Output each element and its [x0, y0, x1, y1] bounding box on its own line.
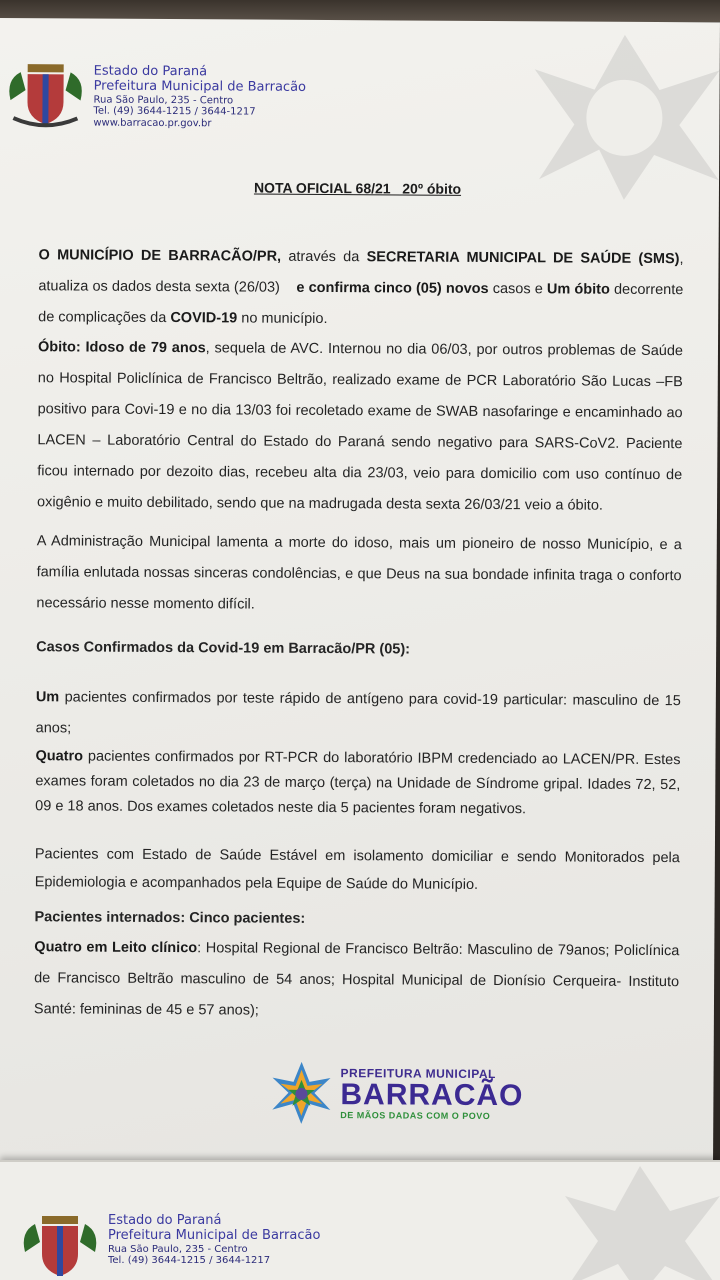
intro-municipality: O MUNICÍPIO DE BARRACÃO/PR,: [38, 247, 282, 265]
state-name: Estado do Paraná: [93, 63, 208, 80]
case-count: Quatro: [35, 748, 84, 765]
document-page: [0, 18, 720, 1187]
phone: Tel. (49) 3644-1215 / 3644-1217: [93, 105, 256, 118]
letterhead: [5, 60, 306, 132]
paragraph-monitoring: Pacientes com Estado de Saúde Estável em isolamento domiciliar e sendo Monitorados pela Epidemiologia e acompanhados pela Equipe de Saúde do Município.: [34, 846, 680, 893]
case-item: [36, 682, 681, 748]
website: www.barracao.pr.gov.br: [93, 117, 212, 130]
letterhead-page-2: [20, 1212, 320, 1280]
state-name: Estado do Paraná: [108, 1213, 222, 1228]
intro-death: Um óbito: [546, 281, 610, 298]
footer-logo: [268, 1060, 523, 1128]
barracao-star-logo-icon: [268, 1060, 334, 1126]
case-count: Um: [35, 689, 60, 706]
death-label: Óbito: Idoso de 79 anos: [37, 339, 206, 357]
intro-text: através da: [281, 248, 367, 266]
internados-heading: Pacientes internados: Cinco pacientes:: [34, 909, 306, 927]
address: Rua São Paulo, 235 - Centro: [93, 94, 234, 107]
watermark-star-icon: [529, 29, 720, 200]
hospitalized-text: : Hospital Regional de Francisco Beltrão: Masculino de 79anos; Policlínica de Francisco Beltrão masculino de 54 anos; Hospital Municipal de Dionísio Cerqueira- Instituto Santé: femininas de 45 e 57 anos);: [33, 940, 680, 1019]
intro-text: , atualiza os dados desta sexta (26/03): [38, 251, 688, 296]
prefecture-name: Prefeitura Municipal de Barracão: [93, 78, 307, 95]
cases-heading: Casos Confirmados da Covid-19 em Barracão/PR (05):: [36, 639, 411, 658]
intro-covid: COVID-19: [170, 310, 238, 327]
paragraph-condolences: A Administração Municipal lamenta a morte do idoso, mais um pioneiro de nosso Município, e a família enlutada nossas sinceras condolências, e que Deus na sua bondade infinita traga o conforto necessário nesse momento difícil.: [36, 533, 682, 613]
paragraph-intro: [38, 240, 688, 337]
case-text: pacientes confirmados por teste rápido de antígeno para covid-19 particular: masculino de 15 anos;: [35, 689, 681, 737]
phone: Tel. (49) 3644-1215 / 3644-1217: [108, 1255, 271, 1267]
case-item: [35, 744, 680, 823]
intro-text: casos e: [488, 280, 547, 298]
watermark-star-icon: [560, 1166, 720, 1280]
paragraph-hospitalized: [34, 932, 680, 1029]
intro-secretariat: SECRETARIA MUNICIPAL DE SAÚDE (SMS): [366, 249, 680, 268]
coat-of-arms-icon: [5, 60, 85, 130]
document-title: NOTA OFICIAL 68/21 20º óbito: [253, 179, 462, 197]
footer-city-name: BARRACÃO: [340, 1078, 524, 1113]
intro-text: no município.: [237, 310, 328, 328]
death-text: , sequela de AVC. Internou no dia 06/03, por outros problemas de Saúde no Hospital Policlínica de Francisco Beltrão, realizado exame de PCR Laboratório São Lucas –FB positivo para Covi-19 e no dia 13/03 foi recoletado exame de SWAB nasofaringe e encaminhado ao LACEN – Laboratório Central do Estado do Paraná sendo negativo para SARS-CoV2. Paciente ficou internado por dezoito dias, recebeu alta dia 23/03, veio para domicilio com uso contínuo de oxigênio e muito debilitado, sendo que na madrugada desta sexta 26/03/21 veio a óbito.: [36, 340, 684, 514]
prefecture-name: Prefeitura Municipal de Barracão: [108, 1227, 321, 1243]
case-text: pacientes confirmados por RT-PCR do laboratório IBPM credenciado ao LACEN/PR. Estes exames foram coletados no dia 23 de março (terça) na Unidade de Síndrome gripal. Idades 72, 52, 09 e 18 anos. Dos exames coletados neste dia 5 pacientes foram negativos.: [35, 748, 681, 818]
address: Rua São Paulo, 235 - Centro: [108, 1243, 248, 1255]
paragraph-death: [37, 332, 683, 522]
intro-confirm: e confirma cinco (05) novos: [296, 279, 489, 297]
next-page: [0, 1160, 720, 1280]
footer-prefecture: PREFEITURA MUNICIPAL: [340, 1066, 496, 1082]
intro-text: decorrente de complicações da: [38, 281, 684, 327]
hospitalized-label: Quatro em Leito clínico: [34, 939, 198, 957]
coat-of-arms-icon: [20, 1212, 100, 1280]
footer-slogan: DE MÃOS DADAS COM O POVO: [340, 1110, 491, 1122]
